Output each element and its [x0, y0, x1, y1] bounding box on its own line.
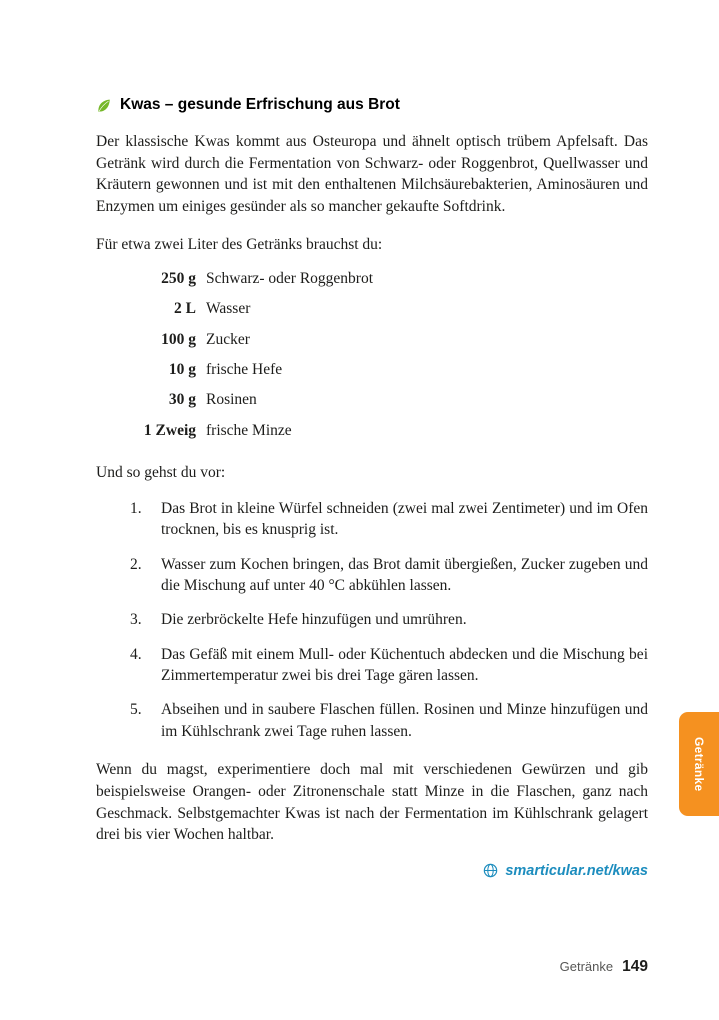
leaf-icon [96, 98, 111, 113]
ingredients-intro: Für etwa zwei Liter des Getränks brauchst du: [96, 235, 383, 253]
ingredient-amount: 100 g [161, 330, 196, 348]
step-number: 1. [130, 499, 142, 517]
intro-paragraph: Der klassische Kwas kommt aus Osteuropa und ähnelt optisch trübem Apfelsaft. Das Getränk wird durch die Fermentation von Schwarz- oder Roggenbrot, Quellwasser und Kräutern gewonnen und ist mit den enthaltenen Milchsäurebakterien, Aminosäuren und Enzymen um einiges gesünder als so mancher gekaufte Softdrink. [96, 133, 648, 216]
step-text: Die zerbröckelte Hefe hinzufügen und umrühren. [161, 611, 467, 629]
ingredient-amount: 30 g [168, 391, 196, 409]
ingredient-name: Wasser [206, 300, 251, 318]
ingredient-list [96, 269, 648, 442]
recipe-link-label: smarticular.net/kwas [505, 862, 648, 879]
globe-icon [483, 863, 498, 878]
ingredient-name: Schwarz- oder Roggenbrot [206, 269, 374, 287]
ingredient-row [96, 269, 648, 290]
recipe-heading-row [96, 96, 648, 114]
step-text: Das Gefäß mit einem Mull- oder Küchentuch abdecken und die Mischung bei Zimmertemperatur zwei bis drei Tage gären lassen. [161, 645, 648, 685]
ingredient-row [96, 390, 648, 411]
ingredient-name: Zucker [206, 330, 250, 348]
step-text: Wasser zum Kochen bringen, das Brot damit übergießen, Zucker zugeben und die Mischung auf unter 40 °C abkühlen lassen. [161, 555, 648, 594]
steps-intro: Und so gehst du vor: [96, 463, 226, 481]
outro-paragraph: Wenn du magst, experimentiere doch mal mit verschiedenen Gewürzen und gib beispielsweise Orangen- oder Zitronenschale statt Minze in die Flaschen, ganz nach Geschmack. Selbstgemachter Kwas ist nach der Fermentation im Kühlschrank gelagert drei bis vier Wochen haltbar. [96, 761, 648, 844]
section-tab-getraenke [679, 712, 719, 816]
step-number: 5. [130, 701, 142, 719]
step-item [96, 498, 648, 541]
step-number: 4. [130, 645, 142, 663]
ingredient-name: frische Hefe [206, 361, 283, 379]
step-number: 3. [130, 611, 142, 629]
step-item [96, 554, 648, 597]
step-text: Abseihen und in saubere Flaschen füllen. Rosinen und Minze hinzufügen und im Kühlschrank zwei Tage ruhen lassen. [161, 701, 648, 740]
ingredient-row [96, 421, 648, 442]
footer-section-label: Getränke [559, 959, 614, 974]
ingredient-amount: 10 g [168, 361, 196, 379]
ingredient-row [96, 360, 648, 381]
step-list [96, 498, 648, 742]
ingredient-name: Rosinen [206, 391, 257, 409]
footer-page-number: 149 [622, 958, 648, 975]
step-item [96, 644, 648, 687]
step-text: Das Brot in kleine Würfel schneiden (zwei mal zwei Zentimeter) und im Ofen trocknen, bis es knusprig ist. [161, 499, 648, 539]
ingredient-amount: 250 g [161, 269, 196, 287]
step-item [96, 609, 648, 630]
section-tab-label: Getränke [692, 736, 706, 792]
page-title: Kwas – gesunde Erfrischung aus Brot [120, 96, 400, 113]
page-content [96, 96, 648, 882]
ingredient-name: frische Minze [206, 421, 292, 439]
ingredient-row [96, 299, 648, 320]
recipe-link-row [96, 863, 648, 883]
step-item [96, 699, 648, 742]
ingredient-amount: 2 L [174, 300, 196, 318]
ingredient-amount: 1 Zweig [143, 421, 196, 439]
ingredient-row [96, 330, 648, 351]
step-number: 2. [130, 555, 142, 573]
recipe-link[interactable] [483, 863, 648, 879]
page-footer [560, 958, 648, 976]
